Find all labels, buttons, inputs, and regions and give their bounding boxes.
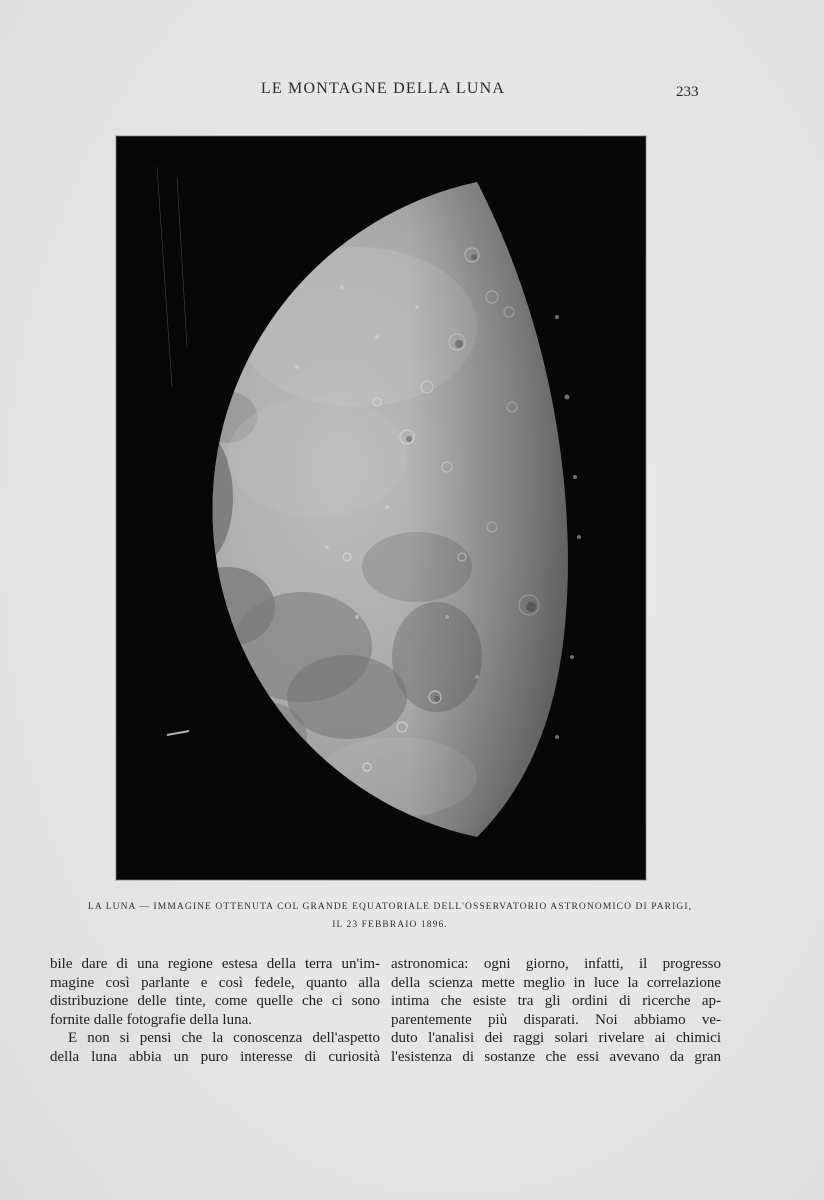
text-line: parentemente più disparati. Noi abbiamo ve-	[391, 1011, 721, 1028]
figure-caption	[60, 898, 720, 934]
caption-line-1: LA LUNA — IMMAGINE OTTENUTA COL GRANDE EQUATORIALE DELL'OSSERVATORIO ASTRONOMICO DI PARIGI,	[87, 902, 693, 912]
moon-photograph	[116, 136, 646, 880]
text-line: intima che esiste tra gli ordini di ricerche ap-	[391, 993, 721, 1009]
text-line: magine così parlante e così fedele, quanto alla	[50, 974, 380, 991]
text-line: duto l'analisi dei raggi solari rivelare ai chimici	[391, 1030, 721, 1046]
text-line: astronomica: ogni giorno, infatti, il progresso	[391, 956, 721, 972]
text-line: l'esistenza di sostanze che essi avevano da gran	[391, 1048, 721, 1065]
text-line: della scienza mette meglio in luce la correlazione	[391, 974, 721, 991]
text-line: distribuzione delle tinte, come quelle che ci sono	[50, 993, 380, 1009]
running-title: LE MONTAGNE DELLA LUNA	[260, 80, 506, 97]
text-line: fornite dalle fotografie della luna.	[50, 1011, 252, 1028]
body-text	[48, 955, 721, 1065]
text-line: della luna abbia un puro interesse di curiosità	[50, 1048, 380, 1065]
caption-line-2: IL 23 FEBBRAIO 1896.	[332, 920, 448, 930]
text-line: E non si pensi che la conoscenza dell'aspetto	[68, 1030, 380, 1046]
left-column	[50, 955, 380, 1066]
page-number: 233	[676, 84, 699, 100]
text-line: bile dare di una regione estesa della terra un'im-	[50, 956, 380, 972]
right-column	[391, 955, 721, 1066]
